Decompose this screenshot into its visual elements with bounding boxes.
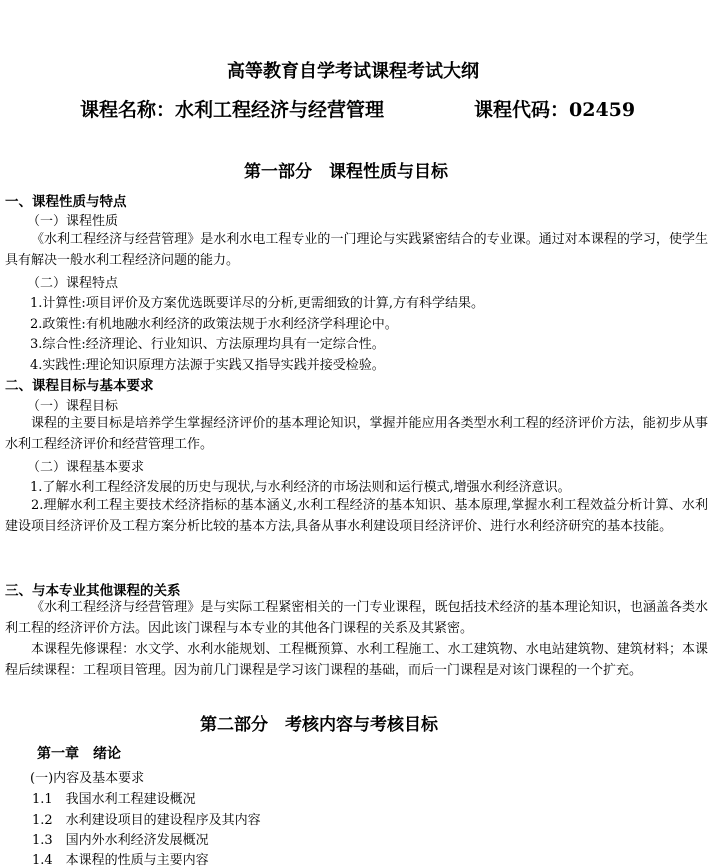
list-item: 1.4 本课程的性质与主要内容 — [32, 853, 209, 868]
course-code: 课程代码：02459 — [474, 99, 636, 121]
part-2-heading: 第二部分 考核内容与考核目标 — [200, 715, 438, 735]
chapter-1-sub: (一)内容及基本要求 — [30, 771, 145, 786]
section-3-paragraph-1: 《水利工程经济与经营管理》是与实际工程紧密相关的一门专业课程，既包括技术经济的基本理论知识，也涵盖各类水利工程的经济评价方法。因此该门课程与本专业的其他各门课程的关系及其紧密。 — [5, 600, 708, 636]
document-title: 高等教育自学考试课程考试大纲 — [227, 61, 479, 82]
part-1-heading: 第一部分 课程性质与目标 — [244, 162, 448, 182]
list-item: 1.计算性:项目评价及方案优选既要详尽的分析,更需细致的计算,方有科学结果。 — [30, 296, 485, 311]
list-item-paragraph: 2.理解水利工程主要技术经济指标的基本涵义,水利工程经济的基本知识、基本原理,掌握水利工程效益分析计算、水利建设项目经济评价及工程方案分析比较的基本方法,具备从事水利建设项目经济评价、进行水利经济研究的基本技能。 — [5, 498, 708, 534]
list-item: 3.综合性:经济理论、行业知识、方法原理均具有一定综合性。 — [30, 337, 385, 352]
list-item: 2.政策性:有机地融水利经济的政策法规于水利经济学科理论中。 — [30, 317, 398, 332]
list-item: 4.实践性:理论知识原理方法源于实践又指导实践并接受检验。 — [30, 358, 385, 373]
section-2-heading: 二、课程目标与基本要求 — [5, 378, 154, 394]
list-item: 1.2 水利建设项目的建设程序及其内容 — [32, 813, 261, 828]
section-1-heading: 一、课程性质与特点 — [5, 194, 127, 210]
list-item: 1.3 国内外水利经济发展概况 — [32, 833, 209, 848]
section-1-paragraph: 《水利工程经济与经营管理》是水利水电工程专业的一门理论与实践紧密结合的专业课。通过对本课程的学习，使学生具有解决一般水利工程经济问题的能力。 — [5, 232, 708, 268]
section-3-paragraph-2: 本课程先修课程：水文学、水利水能规划、工程概预算、水利工程施工、水工建筑物、水电站建筑物、建筑材料；本课程后续课程：工程项目管理。因为前几门课程是学习该门课程的基础，而后一门课程是对该门课程的一个扩充。 — [5, 642, 708, 678]
section-2-sub-2: （二）课程基本要求 — [27, 460, 145, 475]
section-2-paragraph: 课程的主要目标是培养学生掌握经济评价的基本理论知识，掌握并能应用各类型水利工程的经济评价方法，能初步从事水利工程经济评价和经营管理工作。 — [5, 416, 708, 452]
chapter-1-heading: 第一章 绪论 — [37, 746, 121, 762]
section-1-sub-1: （一）课程性质 — [27, 214, 119, 229]
section-1-sub-2: （二）课程特点 — [27, 276, 119, 291]
section-3-heading: 三、与本专业其他课程的关系 — [5, 583, 181, 599]
list-item: 1.1 我国水利工程建设概况 — [32, 792, 196, 807]
list-item: 1.了解水利工程经济发展的历史与现状,与水利经济的市场法则和运行模式,增强水利经济意识。 — [30, 480, 571, 495]
course-name: 课程名称：水利工程经济与经营管理 — [80, 99, 385, 121]
section-2-sub-1: （一）课程目标 — [27, 399, 119, 414]
